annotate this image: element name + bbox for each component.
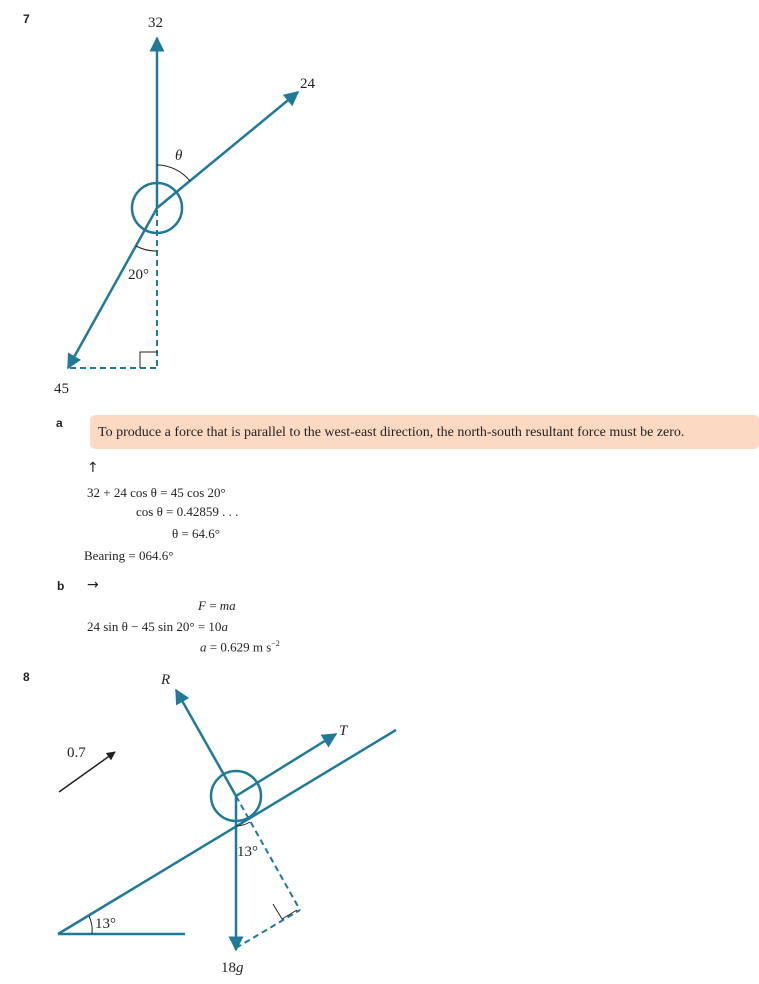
part-b-eq1-equals: =: [205, 598, 220, 613]
q7-label-20deg: 20°: [128, 267, 149, 283]
q8-weight-var: g: [236, 960, 244, 976]
q8-label-accel: 0.7: [67, 745, 86, 761]
q7-vector-sw: [68, 208, 157, 368]
q8-label-13-incline: 13°: [95, 916, 116, 932]
q8-label-r: R: [161, 672, 171, 688]
part-a-eq2: cos θ = 0.42859 . . .: [136, 504, 239, 519]
part-b-eq3-exp: −2: [271, 639, 280, 648]
q7-right-angle: [140, 352, 157, 368]
question-7-number: 7: [23, 12, 30, 26]
q7-label-24: 24: [300, 76, 315, 92]
q8-label-t: T: [339, 723, 348, 739]
part-b-eq1-lhs: F: [198, 598, 206, 613]
part-a-up-arrow: ↑: [87, 460, 99, 476]
part-a-bearing: Bearing = 064.6°: [84, 548, 174, 563]
part-a-eq1: 32 + 24 cos θ = 45 cos 20°: [87, 485, 226, 500]
part-b-eq1-rhs: ma: [219, 598, 236, 613]
part-a-label: a: [56, 416, 63, 430]
q8-weight-coef: 18: [221, 960, 236, 976]
part-b-right-arrow: →: [87, 577, 99, 593]
part-b-eq2: [87, 619, 228, 635]
q8-dashed-parallel: [236, 910, 300, 948]
q7-20-arc: [136, 246, 157, 251]
part-b-eq1: [198, 598, 236, 614]
q7-label-45: 45: [54, 381, 69, 397]
q8-vector-r: [176, 690, 236, 796]
part-b-label: b: [57, 579, 65, 593]
q8-incline: [58, 730, 396, 934]
part-b-eq2-var: a: [221, 619, 228, 634]
q7-theta-arc: [157, 165, 190, 181]
part-b-eq2-text: 24 sin θ − 45 sin 20° = 10: [87, 619, 222, 634]
q8-incline-arc: [89, 916, 92, 934]
q8-force-diagram: [0, 660, 759, 984]
q7-label-theta: θ: [175, 148, 183, 164]
q8-vector-t: [236, 734, 336, 796]
q7-force-diagram: [0, 0, 759, 400]
part-a-highlight: To produce a force that is parallel to the west-east direction, the north-south resultant force must be zero.: [90, 415, 759, 449]
question-8-number: 8: [23, 670, 30, 684]
q8-label-weight: [221, 960, 244, 976]
q7-label-32: 32: [148, 15, 163, 31]
part-b-eq3: [200, 639, 280, 655]
q8-right-angle: [273, 904, 297, 919]
part-b-eq3-var: a: [200, 639, 207, 655]
part-b-eq3-val: = 0.629 m s: [206, 639, 272, 655]
q8-label-13-weight: 13°: [237, 844, 258, 860]
part-a-eq3: θ = 64.6°: [172, 526, 221, 541]
